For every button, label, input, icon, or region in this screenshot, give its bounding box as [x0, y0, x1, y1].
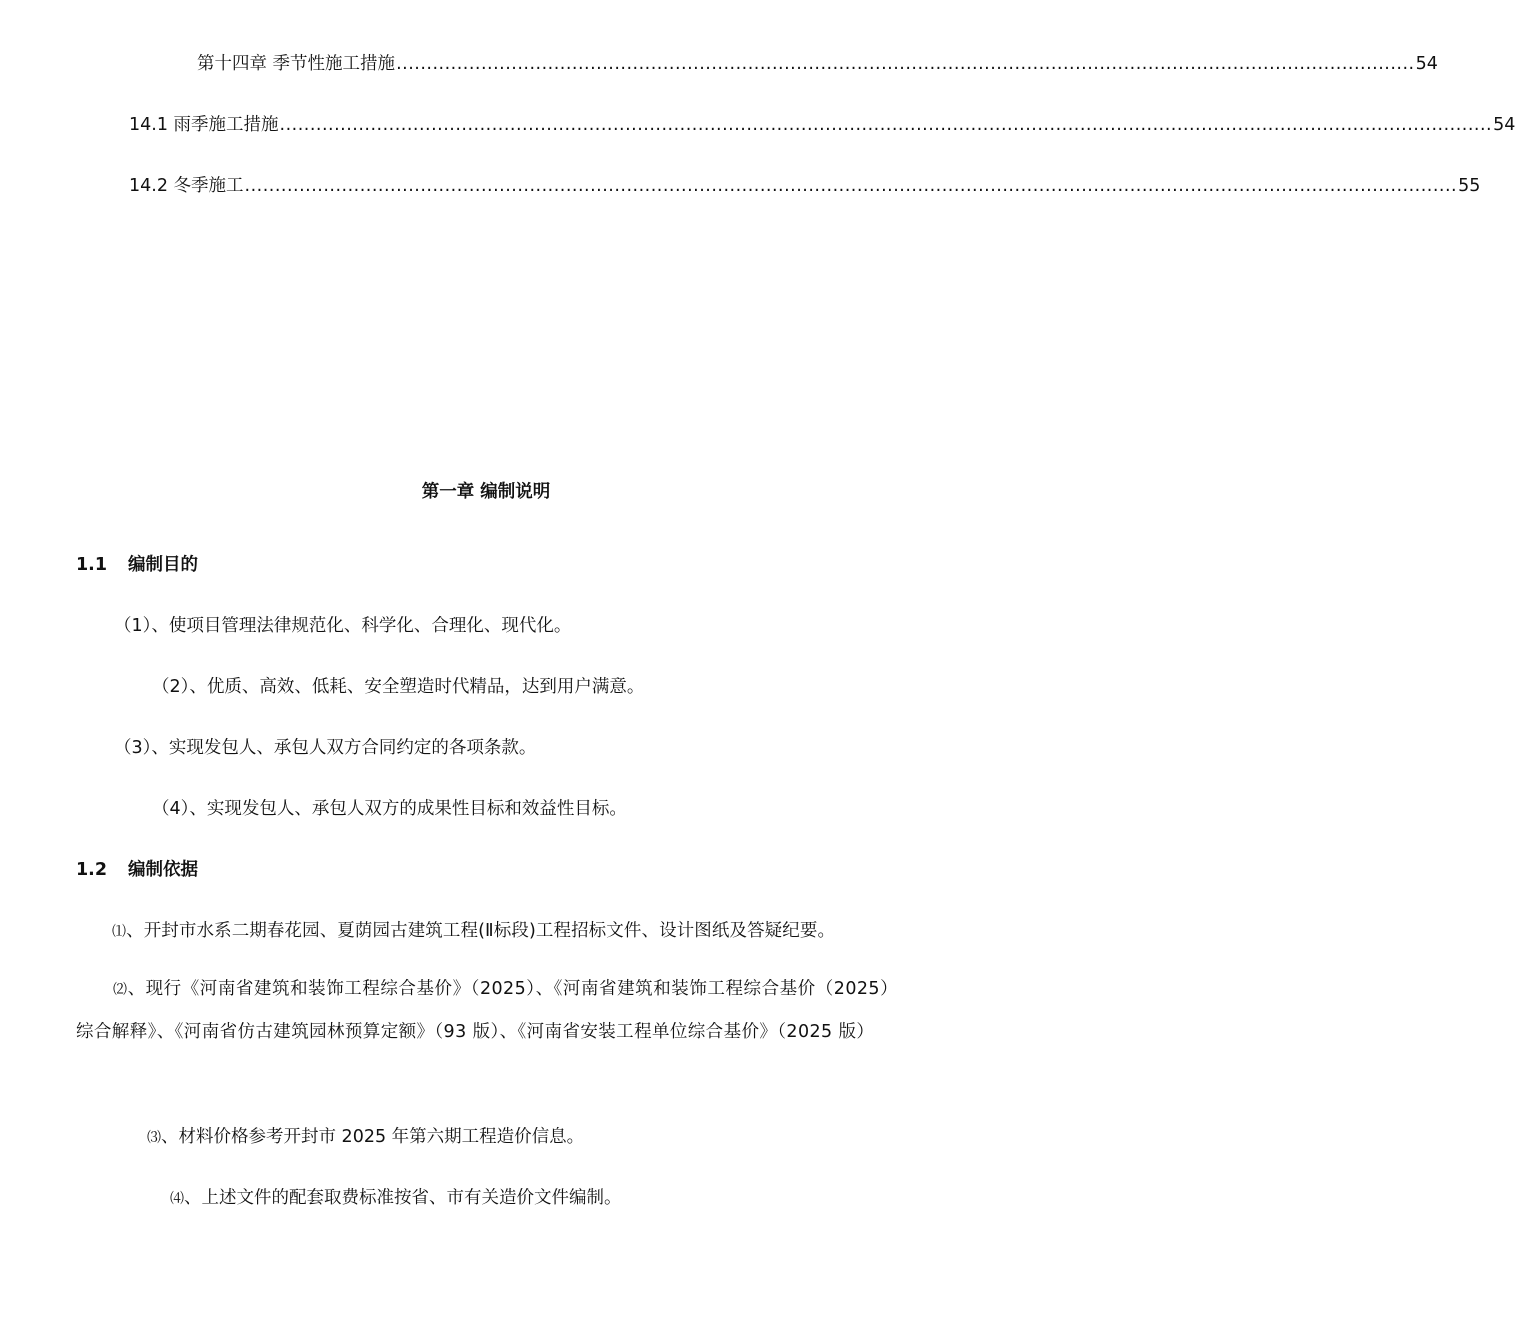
list-item: （3）、实现发包人、承包人双方合同约定的各项条款。: [114, 738, 537, 758]
list-item-text: 、现行《河南省建筑和装饰工程综合基价》（2025）、《河南省建筑和装饰工程综合基价（2025）综合解释》、《河南省仿古建筑园林预算定额》（93 版）、《河南省安装工程单位综合基价》（2025 版）: [76, 979, 898, 1042]
toc-entry: [129, 113, 1515, 137]
toc-entry-title: 14.1 雨季施工措施: [129, 115, 279, 135]
section-heading: [76, 551, 198, 576]
section-title: 编制目的: [128, 555, 198, 575]
list-marker: ⑴: [112, 924, 127, 940]
list-item-text: 、开封市水系二期春花园、夏荫园古建筑工程(Ⅱ标段)工程招标文件、设计图纸及答疑纪要。: [126, 921, 836, 941]
list-item: [76, 968, 898, 1053]
list-item-text: 、上述文件的配套取费标准按省、市有关造价文件编制。: [184, 1188, 622, 1208]
toc-entry-title: 第十四章 季节性施工措施: [197, 54, 396, 74]
toc-leader-dots: ........................................................................................................................................................................................................: [244, 176, 1458, 196]
toc-entry-title: 14.2 冬季施工: [129, 176, 244, 196]
toc-leader-dots: ........................................................................................................................................................................................................: [279, 115, 1493, 135]
list-item-text: 、材料价格参考开封市 2025 年第六期工程造价信息。: [161, 1127, 585, 1147]
list-marker: ⑶: [147, 1130, 161, 1146]
toc-entry: [129, 174, 1481, 198]
list-item: （2）、优质、高效、低耗、安全塑造时代精品，达到用户满意。: [152, 677, 645, 697]
section-number: 1.2: [76, 860, 108, 880]
toc-entry-page: 54: [1415, 54, 1438, 74]
list-item: [112, 917, 835, 942]
list-item: （4）、实现发包人、承包人双方的成果性目标和效益性目标。: [152, 799, 627, 819]
chapter-title: 第一章 编制说明: [421, 482, 551, 502]
list-item: [170, 1184, 622, 1209]
section-heading: [76, 856, 198, 881]
toc-entry: [197, 52, 1438, 76]
list-marker: ⑵: [113, 982, 128, 998]
section-number: 1.1: [76, 555, 108, 575]
toc-entry-page: 54: [1493, 115, 1515, 135]
section-title: 编制依据: [128, 860, 198, 880]
list-item: （1）、使项目管理法律规范化、科学化、合理化、现代化。: [114, 616, 572, 636]
toc-entry-page: 55: [1458, 176, 1481, 196]
list-item: [147, 1123, 584, 1148]
toc-leader-dots: ........................................................................................................................................................................: [396, 54, 1415, 74]
list-marker: ⑷: [170, 1191, 184, 1207]
